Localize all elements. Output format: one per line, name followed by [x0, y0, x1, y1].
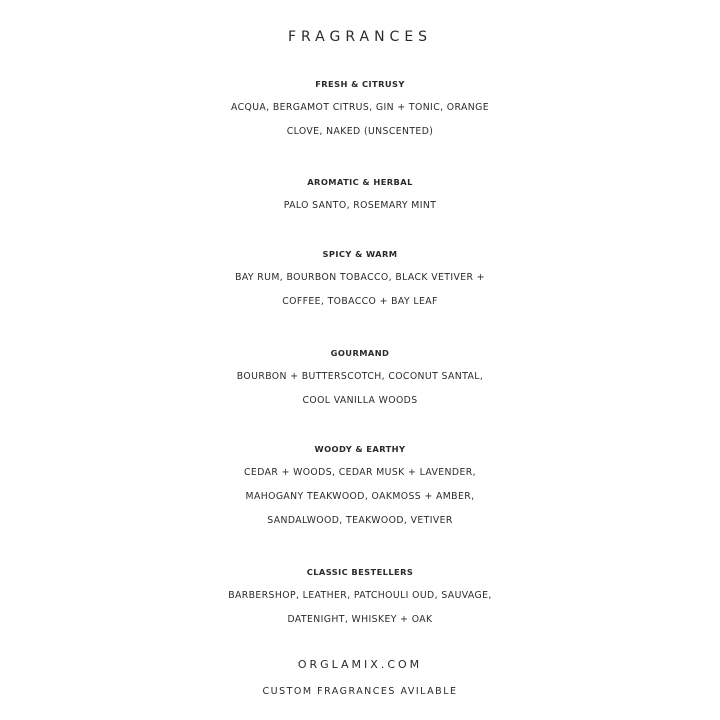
footer-website: ORGLAMIX.COM: [297, 658, 423, 671]
section-title: CLASSIC BESTELLERS: [306, 567, 414, 577]
fragrance-list-line: SANDALWOOD, TEAKWOOD, VETIVER: [267, 515, 453, 526]
section-title: SPICY & WARM: [322, 249, 398, 259]
section-title: WOODY & EARTHY: [314, 444, 406, 454]
fragrance-list-line: BOURBON + BUTTERSCOTCH, COCONUT SANTAL,: [236, 371, 484, 382]
section-woody-earthy: [0, 437, 720, 533]
section-spicy-warm: [0, 242, 720, 314]
section-title: FRESH & CITRUSY: [315, 79, 405, 89]
fragrance-list-line: MAHOGANY TEAKWOOD, OAKMOSS + AMBER,: [245, 491, 475, 502]
footer-tags: [0, 672, 720, 685]
fragrance-list-line: CLOVE, NAKED (UNSCENTED): [286, 126, 434, 137]
fragrance-list-line: BAY RUM, BOURBON TOBACCO, BLACK VETIVER +: [235, 272, 485, 283]
fragrance-list-line: COFFEE, TOBACCO + BAY LEAF: [282, 296, 438, 307]
fragrance-list-line: BARBERSHOP, LEATHER, PATCHOULI OUD, SAUVAGE,: [228, 590, 492, 601]
footer: [0, 658, 720, 698]
fragrance-list-line: DATENIGHT, WHISKEY + OAK: [287, 614, 433, 625]
section-title: GOURMAND: [330, 348, 390, 358]
section-aromatic-herbal: [0, 170, 720, 218]
page-title: FRAGRANCES: [287, 29, 433, 45]
section-title: AROMATIC & HERBAL: [307, 177, 413, 187]
footer-custom-note: CUSTOM FRAGRANCES AVILABLE: [262, 686, 458, 697]
fragrance-list-line: COOL VANILLA WOODS: [302, 395, 418, 406]
section-fresh-citrusy: [0, 72, 720, 144]
fragrance-list-line: ACQUA, BERGAMOT CITRUS, GIN + TONIC, ORANGE: [230, 102, 489, 113]
section-gourmand: [0, 341, 720, 413]
section-classic-bestsellers: [0, 560, 720, 632]
fragrance-list-line: PALO SANTO, ROSEMARY MINT: [283, 200, 437, 211]
fragrance-list-line: CEDAR + WOODS, CEDAR MUSK + LAVENDER,: [244, 467, 476, 478]
